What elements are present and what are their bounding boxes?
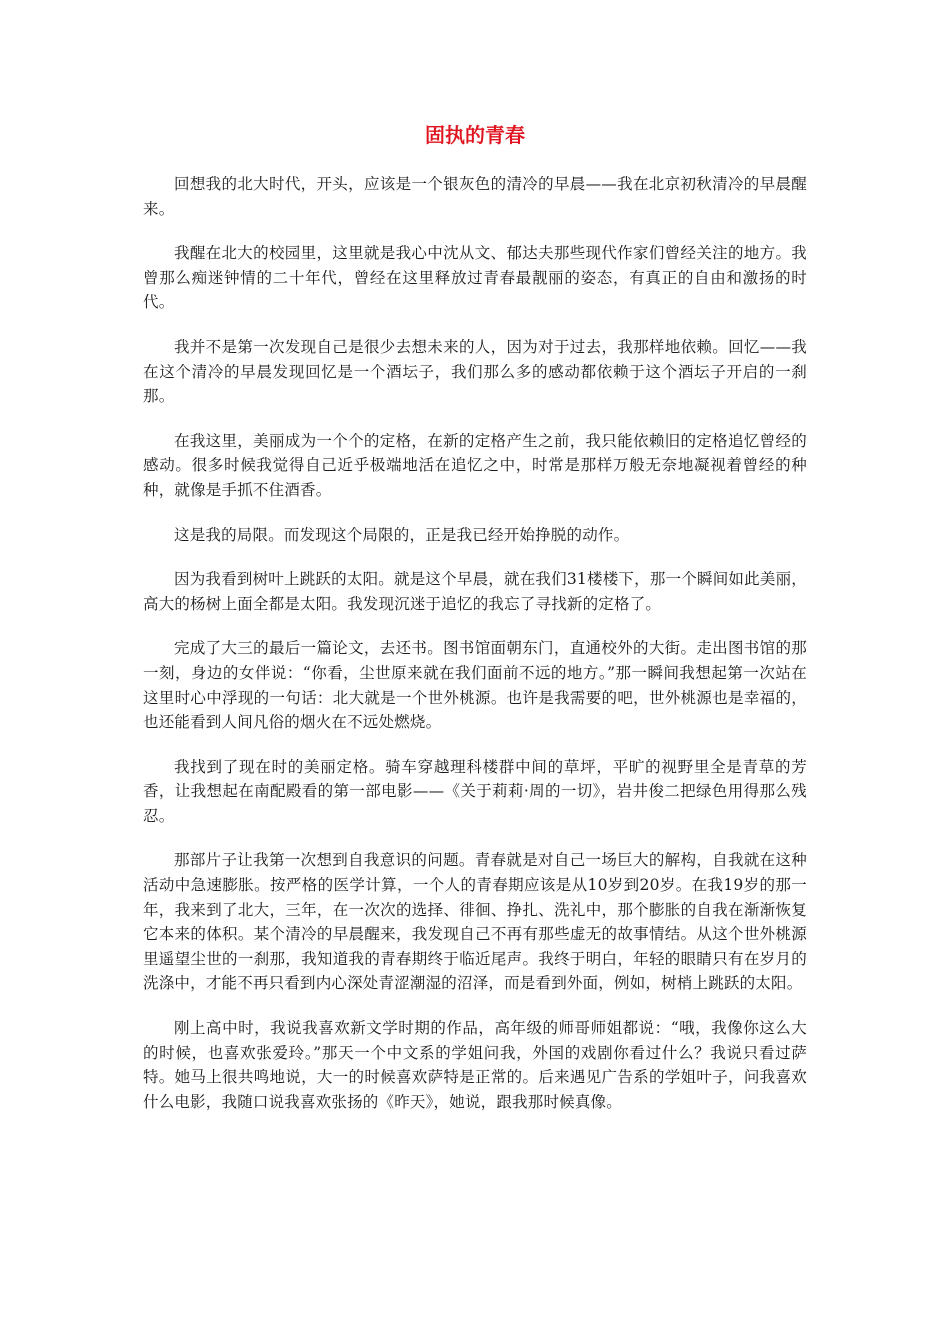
document-title: 固执的青春 [425, 123, 525, 147]
document-body [143, 172, 807, 1134]
paragraph-5: 这是我的局限。而发现这个局限的，正是我已经开始挣脱的动作。 [174, 525, 630, 544]
paragraph-10: 刚上高中时，我说我喜欢新文学时期的作品，高年级的师哥师姐都说：“哦，我像你这么大的时候，也喜欢张爱玲。”那天一个中文系的学姐问我，外国的戏剧你看过什么？我说只看过萨特。她马上很共鸣地说，大一的时候喜欢萨特是正常的。后来遇见广告系的学姐叶子，问我喜欢什么电影，我随口说我喜欢张扬的《昨天》，她说，跟我那时候真像。 [143, 1019, 807, 1111]
paragraph-9: 那部片子让我第一次想到自我意识的问题。青春就是对自己一场巨大的解构，自我就在这种活动中急速膨胀。按严格的医学计算，一个人的青春期应该是从10岁到20岁。在我19岁的那一年，我来到了北大，三年，在一次次的选择、徘徊、挣扎、洗礼中，那个膨胀的自我在渐渐恢复它本来的体积。某个清冷的早晨醒来，我发现自己不再有那些虚无的故事情结。从这个世外桃源里遥望尘世的一刹那，我知道我的青春期终于临近尾声。我终于明白，年轻的眼睛只有在岁月的洗涤中，才能不再只看到内心深处青涩潮湿的沼泽，而是看到外面，例如，树梢上跳跃的太阳。 [143, 851, 807, 993]
paragraph-8: 我找到了现在时的美丽定格。骑车穿越理科楼群中间的草坪，平旷的视野里全是青草的芳香，让我想起在南配殿看的第一部电影——《关于莉莉·周的一切》，岩井俊二把绿色用得那么残忍。 [143, 757, 807, 825]
paragraph-7: 完成了大三的最后一篇论文，去还书。图书馆面朝东门，直通校外的大街。走出图书馆的那一刻，身边的女伴说：“你看，尘世原来就在我们面前不远的地方。”那一瞬间我想起第一次站在这里时心中浮现的一句话：北大就是一个世外桃源。也许是我需要的吧，世外桃源也是幸福的，也还能看到人间凡俗的烟火在不远处燃烧。 [143, 639, 807, 732]
paragraph-1: 回想我的北大时代，开头，应该是一个银灰色的清冷的早晨——我在北京初秋清冷的早晨醒来。 [143, 175, 807, 218]
paragraph-4: 在我这里，美丽成为一个个的定格，在新的定格产生之前，我只能依赖旧的定格追忆曾经的感动。很多时候我觉得自己近乎极端地活在追忆之中，时常是那样万般无奈地凝视着曾经的种种，就像是手抓不住酒香。 [143, 431, 807, 499]
paragraph-3: 我并不是第一次发现自己是很少去想未来的人，因为对于过去，我那样地依赖。回忆——我在这个清冷的早晨发现回忆是一个酒坛子，我们那么多的感动都依赖于这个酒坛子开启的一刹那。 [143, 337, 807, 406]
paragraph-2: 我醒在北大的校园里，这里就是我心中沈从文、郁达夫那些现代作家们曾经关注的地方。我曾那么痴迷钟情的二十年代，曾经在这里释放过青春最靓丽的姿态，有真正的自由和激扬的时代。 [143, 244, 807, 312]
paragraph-6: 因为我看到树叶上跳跃的太阳。就是这个早晨，就在我们31楼楼下，那一个瞬间如此美丽，高大的杨树上面全都是太阳。我发现沉迷于追忆的我忘了寻找新的定格了。 [143, 570, 807, 613]
